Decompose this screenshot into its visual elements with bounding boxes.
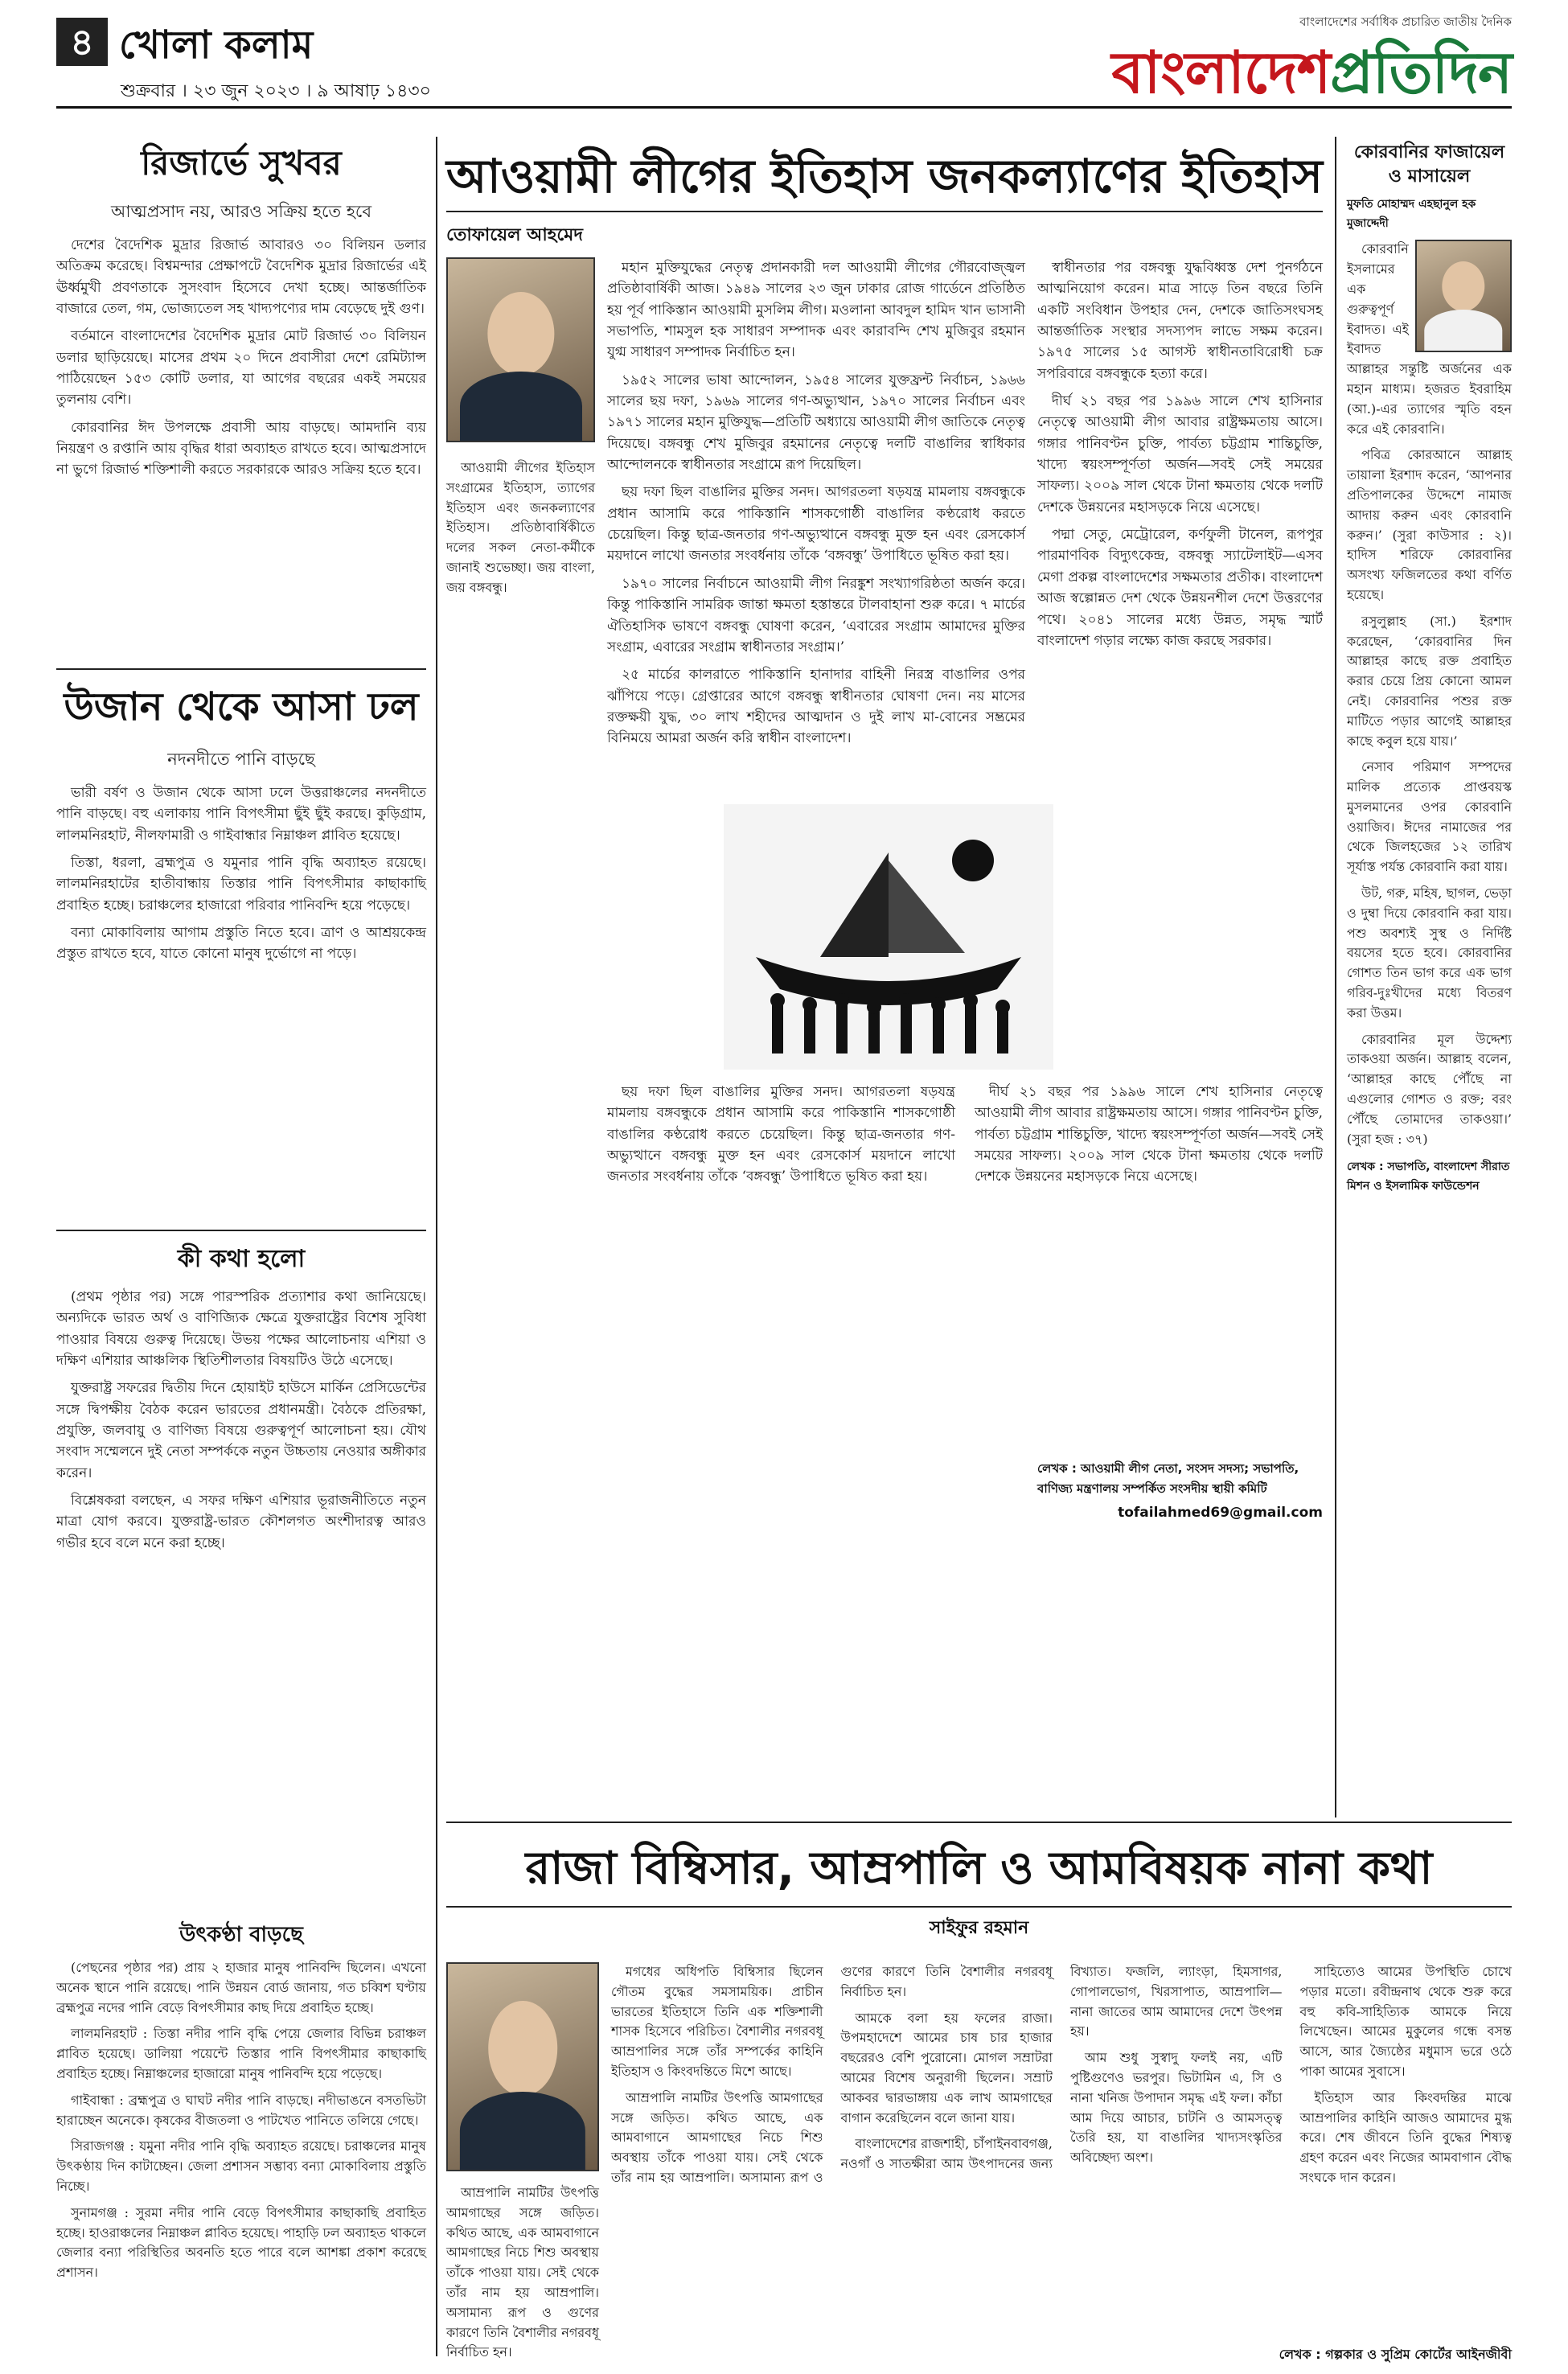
- bottom-headline: রাজা বিম্বিসার, আম্রপালি ও আমবিষয়ক নানা কথা: [525, 1842, 1433, 1895]
- paragraph: মহান মুক্তিযুদ্ধের নেতৃত্ব প্রদানকারী দল আওয়ামী লীগের গৌরবোজ্জ্বল প্রতিষ্ঠাবার্ষিকী আজ। ১৯৪৯ সালের ২৩ জুন ঢাকার রোজ গার্ডেনে প্রতিষ্ঠিত হয় পূর্ব পাকিস্তান আওয়ামী মুসলিম লীগ। মওলানা আবদুল হামিদ খান ভাসানী সভাপতি, শামসুল হক সাধারণ সম্পাদক এবং কারাবন্দি শেখ মুজিবুর রহমান যুগ্ম সাধারণ সম্পাদক নির্বাচিত হন।: [607, 260, 1025, 361]
- page-number: ৪: [56, 18, 108, 66]
- author-photo: [446, 1962, 599, 2171]
- article-illustration: [724, 804, 1053, 1070]
- paragraph: কোরবানির মূল উদ্দেশ্য তাকওয়া অর্জন। আল্লাহ বলেন, ‘আল্লাহর কাছে পৌঁছে না এগুলোর গোশত ও রক্ত; বরং পৌঁছে তোমাদের তাকওয়া।’ (সুরা হজ : ৩৭): [1347, 1031, 1512, 1147]
- paragraph: ২৫ মার্চের কালরাতে পাকিস্তানি হানাদার বাহিনী নিরস্ত্র বাঙালির ওপর ঝাঁপিয়ে পড়ে। গ্রেপ্তারের আগে বঙ্গবন্ধু স্বাধীনতার ঘোষণা দেন। নয় মাসের রক্তক্ষয়ী যুদ্ধ, ৩০ লাখ শহীদের আত্মদান ও দুই লাখ মা-বোনের সম্ভ্রমের বিনিময়ে আমরা অর্জন করি স্বাধীন বাংলাদেশ।: [607, 667, 1025, 747]
- paragraph: উট, গরু, মহিষ, ছাগল, ভেড়া ও দুম্বা দিয়ে কোরবানি করা যায়। পশু অবশ্যই সুস্থ ও নির্দিষ্ট বয়সের হতে হবে। কোরবানির গোশত তিন ভাগ করে এক ভাগ গরিব-দুঃখীদের মধ্যে বিতরণ করা উত্তম।: [1347, 885, 1512, 1021]
- paragraph: মগধের অধিপতি বিম্বিসার ছিলেন গৌতম বুদ্ধের সমসাময়িক। প্রাচীন ভারতের ইতিহাসে তিনি এক শক্তিশালী শাসক হিসেবে পরিচিত। বৈশালীর নগরবধূ আম্রপালির সঙ্গে তাঁর সম্পর্কের কাহিনি ইতিহাস ও কিংবদন্তিতে মিশে আছে।: [611, 1964, 823, 2079]
- masthead-part1: বাংলাদেশ: [1111, 39, 1331, 106]
- paragraph: ১৯৫২ সালের ভাষা আন্দোলন, ১৯৫৪ সালের যুক্তফ্রন্ট নির্বাচন, ১৯৬৬ সালের ছয় দফা, ১৯৬৯ সালের গণ-অভ্যুত্থান, ১৯৭০ সালের নির্বাচন এবং ১৯৭১ সালের মহান মুক্তিযুদ্ধ—প্রতিটি অধ্যায়ে আওয়ামী লীগ জাতিকে নেতৃত্ব দিয়েছে। বঙ্গবন্ধু শেখ মুজিবুর রহমানের নেতৃত্বে দলটি বাঙালির স্বাধিকার আন্দোলনকে স্বাধীনতার সংগ্রামে রূপ দিয়েছিল।: [607, 372, 1025, 474]
- masthead-part2: প্রতিদিন: [1330, 39, 1512, 106]
- story-headline: উজান থেকে আসা ঢল: [64, 684, 419, 729]
- issue-date: শুক্রবার । ২৩ জুন ২০২৩ । ৯ আষাঢ় ১৪৩০: [121, 81, 431, 101]
- paragraph: দীর্ঘ ২১ বছর পর ১৯৯৬ সালে শেখ হাসিনার নেতৃত্বে আওয়ামী লীগ আবার রাষ্ট্রক্ষমতায় আসে। গঙ্গার পানিবণ্টন চুক্তি, পার্বত্য চট্টগ্রাম শান্তিচুক্তি, খাদ্যে স্বয়ংসম্পূর্ণতা অর্জন—সবই সেই সময়ের সাফল্য। ২০০৯ সাল থেকে টানা ক্ষমতায় থেকে দলটি দেশকে উন্নয়নের মহাসড়কে নিয়ে এসেছে।: [1037, 393, 1323, 515]
- paragraph: সাহিত্যেও আমের উপস্থিতি চোখে পড়ার মতো। রবীন্দ্রনাথ থেকে শুরু করে বহু কবি-সাহিত্যিক আমকে নিয়ে লিখেছেন। আমের মুকুলের গন্ধে বসন্ত আসে, আর জ্যৈষ্ঠের মধুমাস ভরে ওঠে পাকা আমের সুবাসে।: [1299, 1964, 1512, 2079]
- paragraph: দেশের বৈদেশিক মুদ্রার রিজার্ভ আবারও ৩০ বিলিয়ন ডলার অতিক্রম করেছে। বিশ্বমন্দার প্রেক্ষাপটে বৈদেশিক মুদ্রার রিজার্ভের এই ঊর্ধ্বমুখী প্রবণতাকে সুসংবাদ হিসেবে দেখা হচ্ছে। আন্তর্জাতিক বাজারে তেল, গম, ভোজ্যতেল সহ খাদ্যপণ্যের দাম বেড়েছে দুই গুণ।: [56, 237, 426, 318]
- author-face: [1442, 261, 1484, 312]
- masthead-tagline: বাংলাদেশের সর্বাধিক প্রচারিত জাতীয় দৈনিক: [1299, 14, 1512, 29]
- paragraph: যুক্তরাষ্ট্র সফরের দ্বিতীয় দিনে হোয়াইট হাউসে মার্কিন প্রেসিডেন্টের সঙ্গে দ্বিপক্ষীয় বৈঠক করেন ভারতের প্রধানমন্ত্রী। বৈঠকে প্রতিরক্ষা, প্রযুক্তি, জলবায়ু ও বাণিজ্য বিষয়ে গুরুত্বপূর্ণ আলোচনা হয়। যৌথ সংবাদ সম্মেলনে দুই নেতা সম্পর্ককে নতুন উচ্চতায় নেওয়ার অঙ্গীকার করেন।: [56, 1380, 426, 1481]
- divider: [446, 211, 1323, 212]
- paragraph: রসুলুল্লাহ (সা.) ইরশাদ করেছেন, ‘কোরবানির দিন আল্লাহর কাছে রক্ত প্রবাহিত করার চেয়ে প্রিয় কোনো আমল নেই। কোরবানির পশুর রক্ত মাটিতে পড়ার আগেই আল্লাহর কাছে কবুল হয়ে যায়।’: [1347, 613, 1512, 749]
- paragraph: ভারী বর্ষণ ও উজান থেকে আসা ঢলে উত্তরাঞ্চলের নদনদীতে পানি বাড়ছে। বহু এলাকায় পানি বিপৎসীমা ছুঁই ছুঁই করছে। কুড়িগ্রাম, লালমনিরহাট, নীলফামারী ও গাইবান্ধার নিম্নাঞ্চল প্লাবিত হয়েছে।: [56, 785, 426, 844]
- column-rule: [436, 137, 437, 2356]
- right-column: [1347, 141, 1512, 1813]
- paragraph: আম শুধু সুস্বাদু ফলই নয়, এটি পুষ্টিগুণেও ভরপুর। ভিটামিন এ, সি ও নানা খনিজ উপাদান সমৃদ্ধ এই ফল। কাঁচা আম দিয়ে আচার, চাটনি ও আমসত্ত্ব তৈরি হয়, যা বাঙালির খাদ্যসংস্কৃতির অবিচ্ছেদ্য অংশ।: [1070, 2050, 1283, 2166]
- bottom-footnote: লেখক : গল্পকার ও সুপ্রিম কোর্টের আইনজীবী: [1279, 2347, 1512, 2362]
- masthead-logo: [1111, 29, 1512, 125]
- author-face: [488, 2001, 557, 2096]
- story-headline: কী কথা হলো: [177, 1245, 306, 1273]
- main-body-col3: [607, 1082, 1323, 1427]
- paragraph: লালমনিরহাট : তিস্তা নদীর পানি বৃদ্ধি পেয়ে জেলার বিভিন্ন চরাঞ্চল প্লাবিত হয়েছে। ডালিয়া পয়েন্টে তিস্তার পানি বিপৎসীমার কাছাকাছি প্রবাহিত হচ্ছে। নিম্নাঞ্চলের হাজারো মানুষ পানিবন্দি হয়ে পড়েছে।: [56, 2026, 426, 2081]
- story-body: [56, 1958, 426, 2283]
- divider: [56, 668, 426, 670]
- story-subhead: আত্মপ্রসাদ নয়, আরও সক্রিয় হতে হবে: [110, 202, 372, 221]
- right-author: মুফতি মোহাম্মদ এহছানুল হক মুজাদ্দেদী: [1347, 198, 1476, 231]
- paragraph: তিস্তা, ধরলা, ব্রহ্মপুত্র ও যমুনার পানি বৃদ্ধি অব্যাহত রয়েছে। লালমনিরহাটের হাতীবান্ধায় তিস্তার পানি বিপৎসীমার কাছাকাছি প্রবাহিত হচ্ছে। চরাঞ্চলের হাজারো পরিবার পানিবন্দি হয়ে পড়েছে।: [56, 855, 426, 914]
- author-note: লেখক : আওয়ামী লীগ নেতা, সংসদ সদস্য; সভাপতি, বাণিজ্য মন্ত্রণালয় সম্পর্কিত সংসদীয় স্থায়ী কমিটি: [1037, 1461, 1299, 1496]
- paragraph: নেসাব পরিমাণ সম্পদের মালিক প্রত্যেক প্রাপ্তবয়স্ক মুসলমানের ওপর কোরবানি ওয়াজিব। ঈদের নামাজের পর থেকে জিলহজের ১২ তারিখ সূর্যাস্ত পর্যন্ত কোরবানি করা যায়।: [1347, 759, 1512, 875]
- bottom-byline: সাইফুর রহমান: [929, 1918, 1029, 1938]
- story-headline: রিজার্ভে সুখবর: [141, 143, 342, 183]
- paragraph: কোরবানির ঈদ উপলক্ষে প্রবাসী আয় বাড়ছে। আমদানি ব্যয় নিয়ন্ত্রণ ও রপ্তানি আয় বৃদ্ধির ধারা অব্যাহত রাখতে হবে। আত্মপ্রসাদে না ভুগে রিজার্ভ শক্তিশালী করতে সরকারকে আরও সক্রিয় হতে হবে।: [56, 419, 426, 478]
- author-photo: [446, 257, 595, 442]
- paragraph: ছয় দফা ছিল বাঙালির মুক্তির সনদ। আগরতলা ষড়যন্ত্র মামলায় বঙ্গবন্ধুকে প্রধান আসামি করে পাকিস্তানি শাসকগোষ্ঠী বাঙালির কণ্ঠরোধ করতে চেয়েছিল। কিন্তু ছাত্র-জনতার গণ-অভ্যুত্থানে বঙ্গবন্ধু মুক্ত হন এবং রেসকোর্স ময়দানে লাখো জনতার সংবর্ধনায় তাঁকে ‘বঙ্গবন্ধু’ উপাধিতে ভূষিত করা হয়।: [607, 484, 1025, 565]
- paragraph: (পেছনের পৃষ্ঠার পর) প্রায় ২ হাজার মানুষ পানিবন্দি ছিলেন। এখনো অনেক স্থানে পানি রয়েছে। পানি উন্নয়ন বোর্ড জানায়, গত চব্বিশ ঘণ্টায় ব্রহ্মপুত্র নদের পানি বেড়ে বিপৎসীমার কাছ দিয়ে প্রবাহিত হচ্ছে।: [56, 1960, 426, 2015]
- main-byline-box: [446, 221, 1323, 251]
- paragraph: দীর্ঘ ২১ বছর পর ১৯৯৬ সালে শেখ হাসিনার নেতৃত্বে আওয়ামী লীগ আবার রাষ্ট্রক্ষমতায় আসে। গঙ্গার পানিবণ্টন চুক্তি, পার্বত্য চট্টগ্রাম শান্তিচুক্তি, খাদ্যে স্বয়ংসম্পূর্ণতা অর্জন—সবই সেই সময়ের সাফল্য। ২০০৯ সাল থেকে টানা ক্ষমতায় থেকে দলটি দেশকে উন্নয়নের মহাসড়কে নিয়ে এসেছে।: [975, 1084, 1323, 1185]
- paragraph: বাংলাদেশের রাজশাহী, চাঁপাইনবাবগঞ্জ, নওগাঁ ও সাতক্ষীরা আম উৎপাদনের জন্য বিখ্যাত। ফজলি, ল্যাংড়া, হিমসাগর, গোপালভোগ, খিরসাপাত, আম্রপালি—নানা জাতের আম আমাদের দেশে উৎপন্ন হয়।: [840, 1964, 1283, 2172]
- paragraph: আম্রপালি নামটির উৎপত্তি আমগাছের সঙ্গে জড়িত। কথিত আছে, এক আমবাগানে আমগাছের নিচে শিশু অবস্থায় তাঁকে পাওয়া যায়। সেই থেকে তাঁর নাম হয় আম্রপালি। অসামান্য রূপ ও গুণের কারণে তিনি বৈশালীর নগরবধূ নির্বাচিত হন।: [446, 2185, 599, 2360]
- author-body: [459, 372, 581, 441]
- paragraph: গাইবান্ধা : ব্রহ্মপুত্র ও ঘাঘট নদীর পানি বাড়ছে। নদীভাঙনে বসতভিটা হারাচ্ছেন অনেকে। কৃষকের বীজতলা ও পাটখেত পানিতে তলিয়ে গেছে।: [56, 2092, 426, 2128]
- author-photo: [1415, 240, 1512, 352]
- column-rule: [1335, 137, 1336, 1817]
- paragraph: ১৯৭০ সালের নির্বাচনে আওয়ামী লীগ নিরঙ্কুশ সংখ্যাগরিষ্ঠতা অর্জন করে। কিন্তু পাকিস্তানি সামরিক জান্তা ক্ষমতা হস্তান্তরে টালবাহানা শুরু করে। ৭ মার্চের ঐতিহাসিক ভাষণে বঙ্গবন্ধু ঘোষণা করেন, ‘এবারের সংগ্রাম আমাদের মুক্তির সংগ্রাম, এবারের সংগ্রাম স্বাধীনতার সংগ্রাম।’: [607, 575, 1025, 655]
- story-body: [56, 235, 426, 481]
- main-headline-box: [446, 141, 1323, 203]
- story-subhead: নদনদীতে পানি বাড়ছে: [167, 750, 315, 769]
- author-body: [460, 2092, 585, 2170]
- story-body: [56, 1287, 426, 1554]
- main-headline: আওয়ামী লীগের ইতিহাস জনকল্যাণের ইতিহাস: [446, 149, 1323, 203]
- author-body: [1424, 310, 1502, 351]
- story-talks: [56, 1239, 426, 1826]
- paragraph: কোরবানি ইসলামের এক গুরুত্বপূর্ণ ইবাদত। এই ইবাদত আল্লাহর সন্তুষ্টি অর্জনের এক মহান মাধ্যম। হজরত ইবরাহিম (আ.)-এর ত্যাগের স্মৃতি বহন করে এই কোরবানি।: [1347, 241, 1512, 437]
- main-byline: তোফায়েল আহমেদ: [446, 225, 583, 245]
- paragraph: (প্রথম পৃষ্ঠার পর) সঙ্গে পারস্পরিক প্রত্যাশার কথা জানিয়েছে। অন্যদিকে ভারত অর্থ ও বাণিজ্যিক ক্ষেত্রে যুক্তরাষ্ট্রের বিশেষ সুবিধা পাওয়ার বিষয়ে গুরুত্ব দিয়েছে। উভয় পক্ষের আলোচনায় এশিয়া ও দক্ষিণ এশিয়ার আঞ্চলিক স্থিতিশীলতার বিষয়টিও উঠে এসেছে।: [56, 1289, 426, 1370]
- paragraph: স্বাধীনতার পর বঙ্গবন্ধু যুদ্ধবিধ্বস্ত দেশ পুনর্গঠনে আত্মনিয়োগ করেন। মাত্র সাড়ে তিন বছরে তিনি একটি সংবিধান উপহার দেন, দেশকে জাতিসংঘসহ আন্তর্জাতিক সংস্থার সদস্যপদ লাভে সক্ষম করেন। ১৯৭৫ সালের ১৫ আগস্ট স্বাধীনতাবিরোধী চক্র সপরিবারে বঙ্গবন্ধুকে হত্যা করে।: [1037, 260, 1323, 382]
- paragraph: পদ্মা সেতু, মেট্রোরেল, কর্ণফুলী টানেল, রূপপুর পারমাণবিক বিদ্যুৎকেন্দ্র, বঙ্গবন্ধু স্যাটেলাইট—এসব মেগা প্রকল্প বাংলাদেশের সক্ষমতার প্রতীক। বাংলাদেশ আজ স্বল্পোন্নত দেশ থেকে উন্নয়নশীল দেশে উত্তরণের পথে। ২০৪১ সালের মধ্যে উন্নত, সমৃদ্ধ স্মার্ট বাংলাদেশ গড়ার লক্ষ্যে কাজ করছে সরকার।: [1037, 527, 1323, 649]
- right-footnote: লেখক : সভাপতি, বাংলাদেশ সীরাত মিশন ও ইসলামিক ফাউন্ডেশন: [1347, 1160, 1510, 1193]
- author-face: [487, 292, 554, 376]
- divider: [446, 1822, 1512, 1823]
- paragraph: সুনামগঞ্জ : সুরমা নদীর পানি বেড়ে বিপৎসীমার কাছাকাছি প্রবাহিত হচ্ছে। হাওরাঞ্চলের নিম্নাঞ্চল প্লাবিত হয়েছে। পাহাড়ি ঢল অব্যাহত থাকলে জেলার বন্যা পরিস্থিতির অবনতি হতে পারে বলে আশঙ্কা প্রকাশ করেছে প্রশাসন।: [56, 2204, 426, 2281]
- divider: [446, 1906, 1512, 1908]
- left-column-lower: [56, 1918, 426, 2352]
- story-body: [56, 782, 426, 965]
- bottom-body-side: [446, 2183, 599, 2360]
- paragraph: আমকে বলা হয় ফলের রাজা। উপমহাদেশে আমের চাষ চার হাজার বছরেরও বেশি পুরোনো। মোগল সম্রাটরা আমের বিশেষ অনুরাগী ছিলেন। সম্রাট আকবর দ্বারভাঙ্গায় এক লাখ আমগাছের বাগান করেছিলেন বলে জানা যায়।: [840, 2010, 1053, 2126]
- divider: [56, 1230, 426, 1231]
- paragraph: বন্যা মোকাবিলায় আগাম প্রস্তুতি নিতে হবে। ত্রাণ ও আশ্রয়কেন্দ্র প্রস্তুত রাখতে হবে, যাতে কোনো মানুষ দুর্ভোগে না পড়ে।: [56, 925, 426, 963]
- main-footnote: [1037, 1460, 1323, 1521]
- section-title: খোলা কলাম: [119, 23, 314, 68]
- main-body-col0: [446, 458, 595, 1102]
- bottom-footnote-box: [1190, 2344, 1512, 2366]
- boat-illustration: [724, 804, 1053, 1070]
- paragraph: আম্রপালি নামটির উৎপত্তি আমগাছের সঙ্গে জড়িত। কথিত আছে, এক আমবাগানে আমগাছের নিচে শিশু অবস্থায় তাঁকে পাওয়া যায়। সেই থেকে তাঁর নাম হয় আম্রপালি। অসামান্য রূপ ও গুণের কারণে তিনি বৈশালীর নগরবধূ নির্বাচিত হন।: [611, 1964, 1053, 2185]
- paragraph: ইতিহাস আর কিংবদন্তির মাঝে আম্রপালির কাহিনি আজও আমাদের মুগ্ধ করে। শেষ জীবনে তিনি বুদ্ধের শিষ্যত্ব গ্রহণ করেন এবং নিজের আমবাগান বৌদ্ধ সংঘকে দান করেন।: [1299, 2089, 1512, 2185]
- paragraph: ছয় দফা ছিল বাঙালির মুক্তির সনদ। আগরতলা ষড়যন্ত্র মামলায় বঙ্গবন্ধুকে প্রধান আসামি করে পাকিস্তানি শাসকগোষ্ঠী বাঙালির কণ্ঠরোধ করতে চেয়েছিল। কিন্তু ছাত্র-জনতার গণ-অভ্যুত্থানে বঙ্গবন্ধু মুক্ত হন এবং রেসকোর্স ময়দানে লাখো জনতার সংবর্ধনায় তাঁকে ‘বঙ্গবন্ধু’ উপাধিতে ভূষিত করা হয়।: [607, 1084, 955, 1185]
- right-headline: কোরবানির ফাজায়েল ও মাসায়েল: [1353, 142, 1505, 187]
- paragraph: বিশ্লেষকরা বলছেন, এ সফর দক্ষিণ এশিয়ার ভূরাজনীতিতে নতুন মাত্রা যোগ করবে। যুক্তরাষ্ট্র-ভারত কৌশলগত অংশীদারত্ব আরও গভীর হবে বলে মনে করা হচ্ছে।: [56, 1493, 426, 1551]
- paragraph: বর্তমানে বাংলাদেশের বৈদেশিক মুদ্রার মোট রিজার্ভ ৩০ বিলিয়ন ডলার ছাড়িয়েছে। মাসের প্রথম ২০ দিনে প্রবাসীরা দেশে রেমিট্যান্স পাঠিয়েছেন ১৫৩ কোটি ডলার, যা আগের বছরের একই সময়ের তুলনায় বেশি।: [56, 328, 426, 409]
- author-email: tofailahmed69@gmail.com: [1118, 1505, 1323, 1521]
- bottom-body: [611, 1962, 1512, 2340]
- story-reserve: [56, 137, 426, 663]
- paragraph: পবিত্র কোরআনে আল্লাহ তায়ালা ইরশাদ করেন, ‘আপনার প্রতিপালকের উদ্দেশে নামাজ আদায় করুন এবং কোরবানি করুন।’ (সুরা কাউসার : ২)। হাদিস শরিফে কোরবানির অসংখ্য ফজিলতের কথা বর্ণিত হয়েছে।: [1347, 447, 1512, 602]
- paragraph: সিরাজগঞ্জ : যমুনা নদীর পানি বৃদ্ধি অব্যাহত রয়েছে। চরাঞ্চলের মানুষ উৎকণ্ঠায় দিন কাটাচ্ছেন। জেলা প্রশাসন সম্ভাব্য বন্যা মোকাবিলায় প্রস্তুতি নিচ্ছে।: [56, 2138, 426, 2194]
- main-body-col2: [1037, 257, 1323, 1078]
- header-rule: [56, 106, 1512, 109]
- right-body: [1347, 240, 1512, 1149]
- paragraph: আওয়ামী লীগের ইতিহাস সংগ্রামের ইতিহাস, ত্যাগের ইতিহাস এবং জনকল্যাণের ইতিহাস। প্রতিষ্ঠাবার্ষিকীতে দলের সকল নেতা-কর্মীকে জানাই শুভেচ্ছা। জয় বাংলা, জয় বঙ্গবন্ধু।: [446, 460, 595, 595]
- story-headline: উৎকণ্ঠা বাড়ছে: [179, 1923, 303, 1947]
- story-flood: [56, 678, 426, 1225]
- page-header: [0, 0, 1568, 121]
- bottom-headline-box: [446, 1834, 1512, 1909]
- bottom-byline-box: [446, 1914, 1512, 1944]
